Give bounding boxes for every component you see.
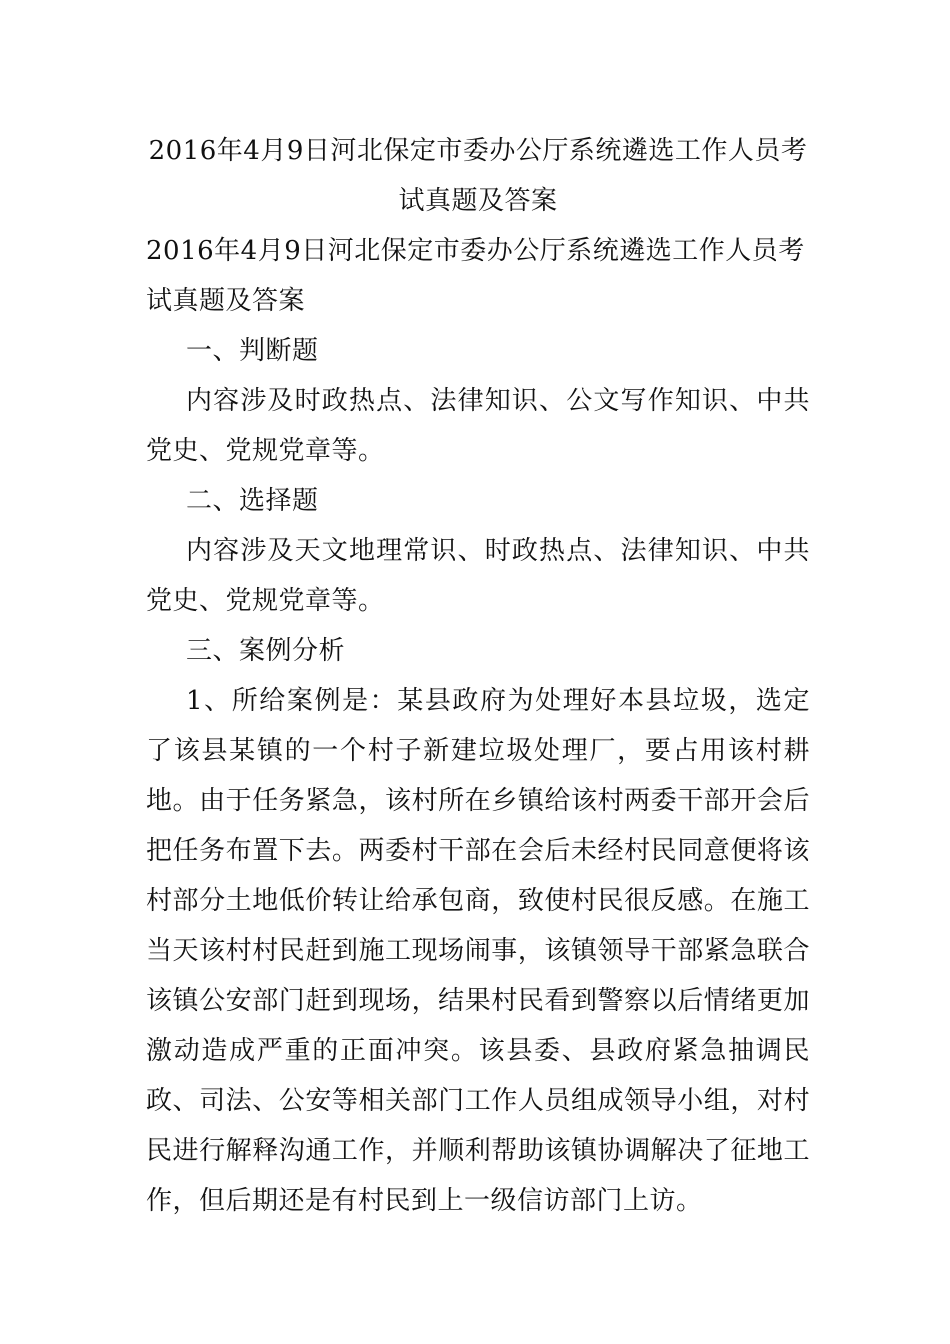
- section-body-case-analysis: 1、所给案例是：某县政府为处理好本县垃圾，选定了该县某镇的一个村子新建垃圾处理厂，要占用该村耕地。由于任务紧急，该村所在乡镇给该村两委干部开会后把任务布置下去。两委村干部在会后未经村民同意便将该村部分土地低价转让给承包商，致使村民很反感。在施工当天该村村民赶到施工现场闹事，该镇领导干部紧急联合该镇公安部门赶到现场，结果村民看到警察以后情绪更加激动造成严重的正面冲突。该县委、县政府紧急抽调民政、司法、公安等相关部门工作人员组成领导小组，对村民进行解释沟通工作，并顺利帮助该镇协调解决了征地工作，但后期还是有村民到上一级信访部门上访。: [146, 686, 810, 1216]
- section-body-choice: 内容涉及天文地理常识、时政热点、法律知识、中共党史、党规党章等。: [146, 536, 810, 616]
- section-heading-case-analysis: 三、案例分析: [186, 636, 346, 666]
- section-heading-choice: 二、选择题: [186, 486, 319, 516]
- document-title: 2016年4月9日河北保定市委办公厅系统遴选工作人员考试真题及答案: [148, 136, 808, 216]
- section-heading-judgement: 一、判断题: [186, 336, 319, 366]
- document-content: [146, 126, 810, 1226]
- section-body-judgement: 内容涉及时政热点、法律知识、公文写作知识、中共党史、党规党章等。: [146, 386, 810, 466]
- document-title-repeat: 2016年4月9日河北保定市委办公厅系统遴选工作人员考试真题及答案: [146, 236, 805, 316]
